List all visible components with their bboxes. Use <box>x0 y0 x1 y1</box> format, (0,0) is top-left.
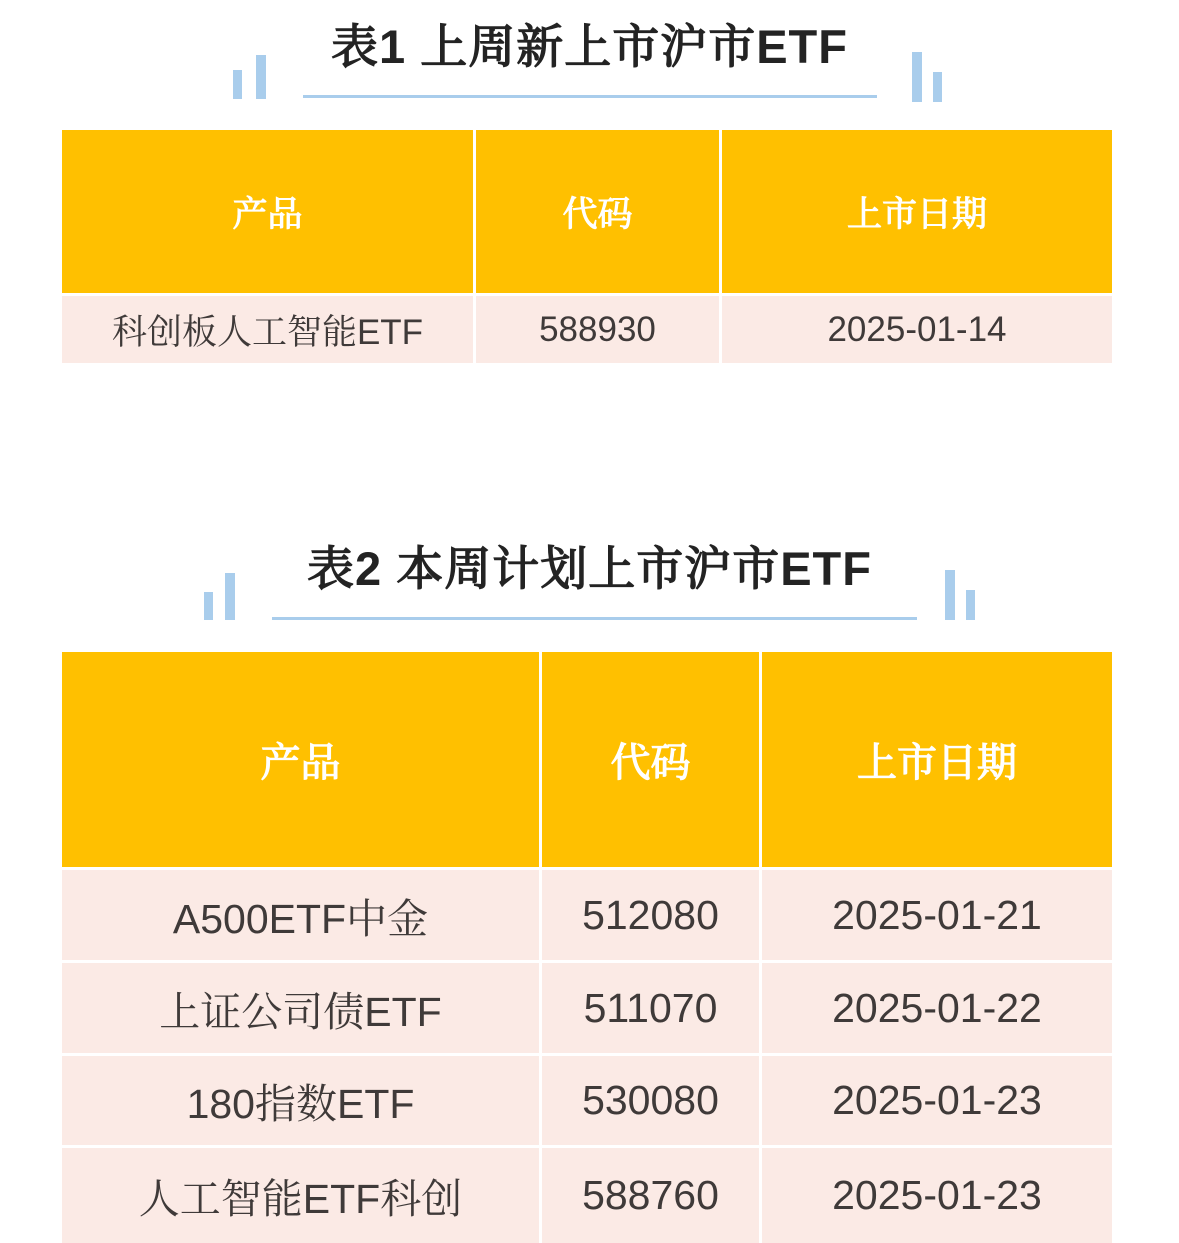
accent-bar-icon <box>966 590 975 620</box>
table2-row-listdate: 2025-01-23 <box>762 1148 1112 1243</box>
table2-row-code: 511070 <box>542 963 759 1053</box>
table2-row-listdate: 2025-01-21 <box>762 870 1112 960</box>
table2-header-product: 产品 <box>62 652 539 867</box>
table2-row-product: A500ETF中金 <box>62 870 539 960</box>
accent-bar-icon <box>225 573 235 620</box>
table-planned-listing-etf <box>62 652 1112 1243</box>
accent-bar-icon <box>933 72 942 102</box>
table1-row-product: 科创板人工智能ETF <box>62 296 473 363</box>
table2-row-product: 180指数ETF <box>62 1056 539 1145</box>
table2-title: 表2 本周计划上市沪市ETF <box>307 542 872 595</box>
accent-bar-icon <box>256 55 266 99</box>
table2-row-listdate: 2025-01-22 <box>762 963 1112 1053</box>
table1-header-product: 产品 <box>62 130 473 293</box>
table2-row-code: 588760 <box>542 1148 759 1243</box>
table1-header-listdate: 上市日期 <box>722 130 1112 293</box>
accent-bar-icon <box>204 592 213 620</box>
accent-bar-icon <box>912 52 922 102</box>
table2-header-listdate: 上市日期 <box>762 652 1112 867</box>
title1-underline <box>303 95 877 98</box>
table2-row-listdate: 2025-01-23 <box>762 1056 1112 1145</box>
accent-bar-icon <box>233 70 242 99</box>
table1-row-listdate: 2025-01-14 <box>722 296 1112 363</box>
table2-row-code: 530080 <box>542 1056 759 1145</box>
table1-title: 表1 上周新上市沪市ETF <box>331 20 848 73</box>
title2-underline <box>272 617 917 620</box>
table2-row-product: 上证公司债ETF <box>62 963 539 1053</box>
table2-row-code: 512080 <box>542 870 759 960</box>
table2-header-code: 代码 <box>542 652 759 867</box>
table2-row-product: 人工智能ETF科创 <box>62 1148 539 1243</box>
accent-bar-icon <box>945 570 955 620</box>
table1-row-code: 588930 <box>476 296 719 363</box>
table-last-week-listed-etf <box>62 130 1112 363</box>
table1-header-code: 代码 <box>476 130 719 293</box>
